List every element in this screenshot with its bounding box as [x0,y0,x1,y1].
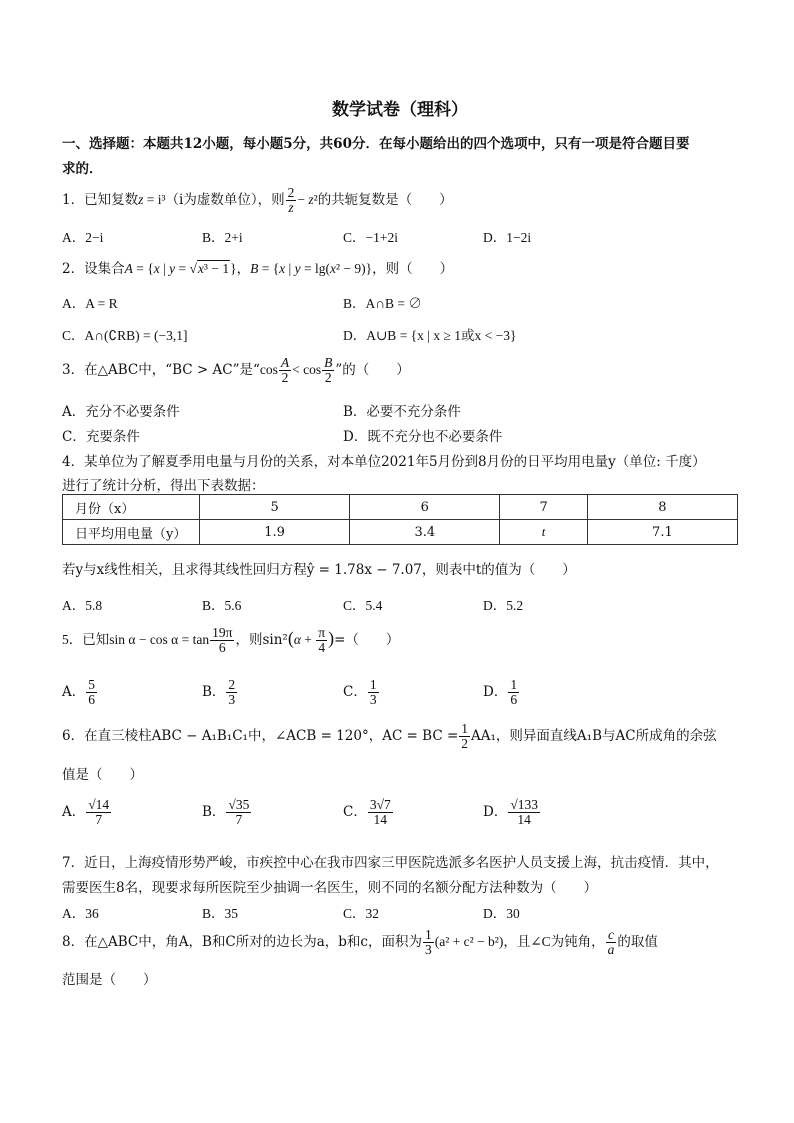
q6-option-c[interactable]: C． $\frac{3√7}{14}$ [343,797,391,828]
q4-line1: 4．某单位为了解夏季用电量与月份的关系，对本单位2021年5月份到8月份的日平均用电量y（单位: 千度） [62,454,706,470]
question-1: 1．已知复数z = i³（i为虚数单位），则 $\frac{2}{z}$ − z²的共轭复数是（ ） [62,185,453,216]
q4-line2: 进行了统计分析，得出下表数据： [62,478,265,494]
page-title: 数学试卷（理科） [332,100,468,120]
q1-middle: （i为虚数单位），则 [165,192,285,209]
q5-option-d[interactable]: D． $\frac{1}{6}$ [483,677,518,708]
question-6: 6．在直三棱柱ABC − A₁B₁C₁中，∠ACB = 120°，AC = BC = $\frac{1}{2}$ AA₁，则异面直线A₁B与AC所成角的余弦 [62,721,717,752]
q1-prefix: 1．已知复数 [62,192,139,209]
q8-line2: 范围是（ ） [62,972,157,988]
q7-option-b[interactable]: B．35 [202,906,239,921]
data-table [62,494,738,545]
table-cell: 3.4 [350,520,500,545]
q2-option-a[interactable]: A．A = R [62,296,118,311]
q4-option-c[interactable]: C．5.4 [343,598,383,613]
q3-option-d[interactable]: D．既不充分也不必要条件 [343,429,503,445]
q2-option-d[interactable]: D．A∪B = {x | x ≥ 1或x < −3} [343,328,517,343]
q7-option-a[interactable]: A．36 [62,906,99,921]
q1-option-a[interactable]: A．2−i [62,230,104,245]
q2-option-b[interactable]: B．A∩B = ∅ [343,296,422,311]
q6-option-a[interactable]: A． $\frac{√14}{7}$ [62,797,110,828]
question-8: 8．在△ABC中，角A，B和C所对的边长为a，b和c，面积为 $\frac{1}{3}$ (a² + c² − b²)，且∠C为钝角， $\frac{c}{a}$ 的取值 [62,927,658,958]
q1-option-b[interactable]: B．2+i [202,230,243,245]
q3-option-b[interactable]: B．必要不充分条件 [343,404,461,420]
table-cell: 1.9 [200,520,350,545]
q1-option-d[interactable]: D．1−2i [483,230,532,245]
q2-option-c[interactable]: C．A∩(∁RB) = (−3,1] [62,328,188,343]
q1-option-c[interactable]: C．−1+2i [343,230,398,245]
q5-option-b[interactable]: B． $\frac{2}{3}$ [202,677,236,708]
q7-line2: 需要医生8名，现要求每所医院至少抽调一名医生，则不同的名额分配方法种数为（ ） [62,880,598,896]
q1-suffix: 的共轭复数是（ ） [317,192,453,209]
q7-line1: 7．近日，上海疫情形势严峻，市疾控中心在我市四家三甲医院选派多名医护人员支援上海，抗击疫情．其中， [62,855,719,871]
table-cell: 7.1 [587,520,737,545]
q6-option-d[interactable]: D． $\frac{√133}{14}$ [483,797,538,828]
q7-option-c[interactable]: C．32 [343,906,380,921]
q6-line2: 值是（ ） [62,767,143,783]
table-cell: 8 [587,495,737,520]
table-header-month: 月份（x） [63,495,200,520]
q4-after: 若y与x线性相关，且求得其线性回归方程ŷ = 1.78x − 7.07，则表中t的值为（ ） [62,562,576,578]
table-cell: 6 [350,495,500,520]
q4-option-b[interactable]: B．5.6 [202,598,242,613]
table-cell: 7 [500,495,587,520]
table-header-usage: 日平均用电量（y） [63,520,200,545]
section-heading-line1: 一、选择题：本题共12小题，每小题5分，共60分．在每小题给出的四个选项中，只有一项是符合题目要 [62,136,690,152]
q3-option-a[interactable]: A．充分不必要条件 [62,404,180,420]
question-5: 5．已知sin α − cos α = tan $\frac{19\pi}{6}$ ，则sin²(α + $\frac{\pi}{4}$ )=（ ） [62,625,400,656]
q6-option-b[interactable]: B． $\frac{√35}{7}$ [202,797,250,828]
section-heading-line2: 求的． [62,161,103,177]
question-2: 2．设集合A = {x | y = √x³ − 1}，B = {x | y = lg(x² − 9)}，则（ ） [62,261,454,277]
q3-option-c[interactable]: C．充要条件 [62,429,140,445]
q5-option-a[interactable]: A． $\frac{5}{6}$ [62,677,95,708]
q4-option-a[interactable]: A．5.8 [62,598,103,613]
table-row [63,520,738,545]
table-cell: 5 [200,495,350,520]
table-cell: t [500,520,587,545]
question-3: 3．在△ABC中，“BC > AC”是“cos $\frac{A}{2}$ < cos $\frac{B}{2}$ ”的（ ） [62,355,410,386]
q4-option-d[interactable]: D．5.2 [483,598,524,613]
q5-option-c[interactable]: C． $\frac{1}{3}$ [343,677,377,708]
table-row [63,495,738,520]
q7-option-d[interactable]: D．30 [483,906,520,921]
